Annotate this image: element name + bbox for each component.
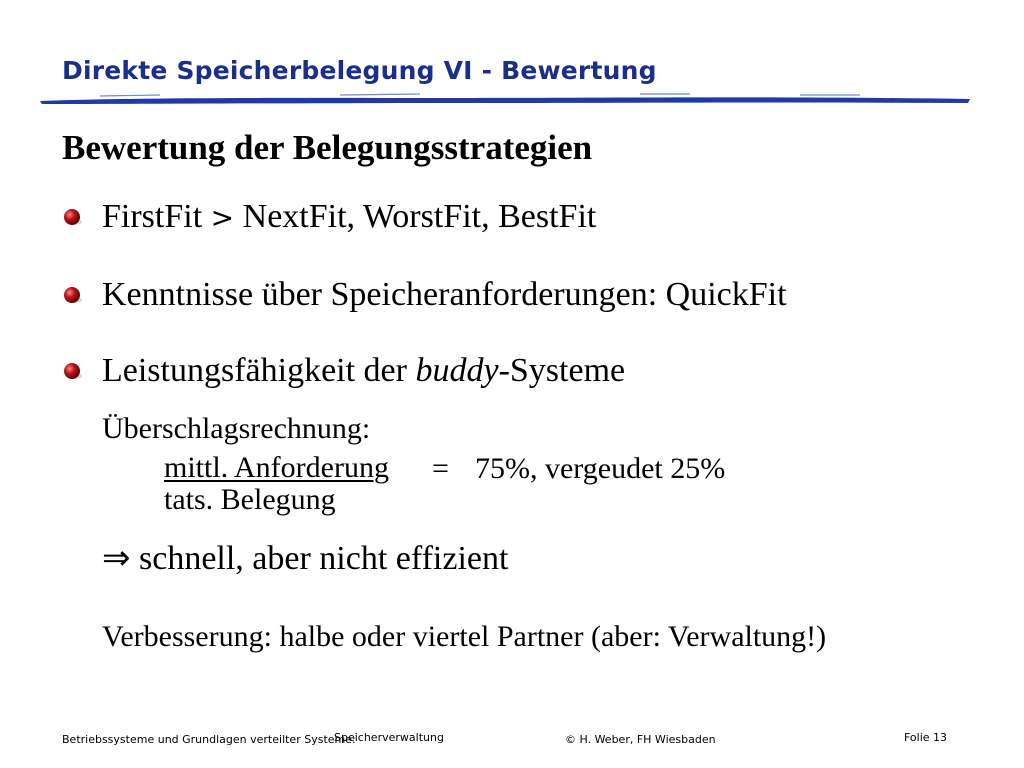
greater-than-sign: > xyxy=(210,201,235,234)
calc-label: Überschlagsrechnung: xyxy=(102,412,371,445)
equals-sign: = xyxy=(432,452,449,485)
footer-course: Betriebssysteme und Grundlagen verteilter Systeme: xyxy=(62,733,356,746)
bullet-1-text xyxy=(102,198,596,236)
fraction xyxy=(164,452,389,516)
bullet-1-part-c: NextFit, WorstFit, BestFit xyxy=(234,198,597,235)
fraction-denominator: tats. Belegung xyxy=(164,483,336,516)
result-text: 75%, vergeudet 25% xyxy=(475,452,726,485)
bullet-3-part-a: Leistungsfähigkeit der xyxy=(102,352,416,389)
slide-title: Bewertung der Belegungsstrategien xyxy=(62,128,593,167)
bullet-1-part-a: FirstFit xyxy=(102,198,211,235)
red-ball-bullet-icon xyxy=(62,285,84,307)
footer-topic: Speicherverwaltung xyxy=(334,731,444,744)
conclusion-text: schnell, aber nicht effizient xyxy=(130,540,509,577)
bullet-2-text: Kenntnisse über Speicheranforderungen: QuickFit xyxy=(102,276,787,313)
improvement-text: Verbesserung: halbe oder viertel Partner (aber: Verwaltung!) xyxy=(102,620,827,653)
red-ball-bullet-icon xyxy=(62,207,84,229)
red-ball-bullet-icon xyxy=(62,361,84,383)
fraction-numerator: mittl. Anforderung xyxy=(164,451,389,484)
implies-arrow-icon: ⇒ xyxy=(102,540,131,577)
buddy-italic: buddy xyxy=(415,352,499,389)
bullet-3-text xyxy=(102,352,625,390)
footer-author: © H. Weber, FH Wiesbaden xyxy=(565,733,716,746)
bullet-3-part-c: -Systeme xyxy=(498,352,626,389)
header-brush-stroke xyxy=(40,90,970,108)
footer-slide-number: Folie 13 xyxy=(904,731,948,744)
header-title: Direkte Speicherbelegung VI - Bewertung xyxy=(62,56,657,85)
conclusion xyxy=(102,538,508,578)
